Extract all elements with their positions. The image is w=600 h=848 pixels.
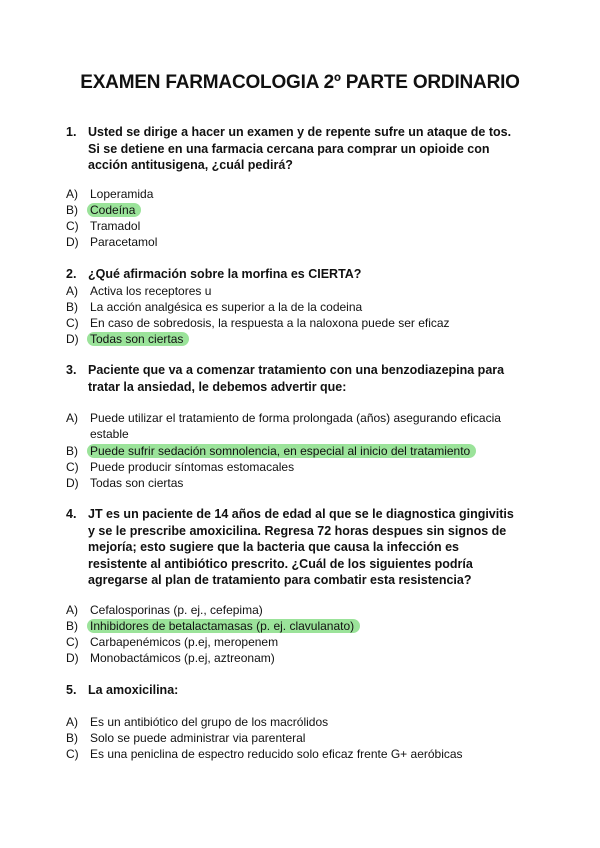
option-letter: D) [66,332,79,346]
question-number: 2. [66,267,77,281]
option-text: Puede utilizar el tratamiento de forma prolongada (años) asegurando eficacia [90,411,501,425]
option-letter: A) [66,284,78,298]
option-3a [66,410,530,442]
option-text-highlighted: Codeína [87,203,141,217]
question-line: resistente al antibiótico prescrito. ¿Cuál de los siguientes podría [88,556,473,571]
option-text: Todas son ciertas [90,476,184,490]
option-letter: B) [66,619,78,633]
option-2b [66,299,530,315]
option-text: Carbapenémicos (p.ej, meropenem [90,635,279,649]
option-text-continuation: estable [90,427,129,442]
question-number: 1. [66,125,77,139]
option-4c [66,634,530,650]
option-text: Es un antibiótico del grupo de los macrólidos [90,715,329,729]
option-4d [66,650,530,666]
option-text: Solo se puede administrar via parenteral [90,731,306,745]
option-5a [66,714,530,730]
option-1d [66,234,530,250]
question-line: Usted se dirige a hacer un examen y de repente sufre un ataque de tos. [88,125,512,139]
question-line: Paciente que va a comenzar tratamiento con una benzodiazepina para [88,363,505,377]
option-text: Paracetamol [90,235,158,249]
option-letter: A) [66,603,78,617]
question-line: acción antitusigena, ¿cuál pedirá? [88,158,293,172]
question-line: ¿Qué afirmación sobre la morfina es CIERTA? [88,267,362,281]
question-number: 4. [66,507,77,521]
option-letter: C) [66,219,79,233]
option-2a [66,283,530,299]
question-2 [66,266,528,283]
option-text: En caso de sobredosis, la respuesta a la naloxona puede ser eficaz [90,316,450,330]
option-1b [66,202,530,218]
question-3 [66,362,528,395]
exam-title: EXAMEN FARMACOLOGIA 2º PARTE ORDINARIO [80,72,520,93]
option-text-highlighted: Puede sufrir sedación somnolencia, en especial al inicio del tratamiento [87,444,476,458]
option-letter: B) [66,731,78,745]
option-text: Tramadol [90,219,141,233]
option-text-highlighted: Inhibidores de betalactamasas (p. ej. clavulanato) [87,619,360,633]
option-text: La acción analgésica es superior a la de la codeina [90,300,363,314]
question-4 [66,506,528,589]
option-text: Cefalosporinas (p. ej., cefepima) [90,603,263,617]
option-3d [66,475,530,491]
question-line: mejoría; esto sugiere que la bacteria que causa la infección es [88,540,459,554]
option-letter: A) [66,187,78,201]
option-letter: D) [66,476,79,490]
option-4b [66,618,530,634]
question-number: 5. [66,683,77,697]
option-5b [66,730,530,746]
option-letter: A) [66,411,78,425]
option-3b [66,443,530,459]
question-line: tratar la ansiedad, le debemos advertir que: [88,379,347,394]
option-text: Loperamida [90,187,154,201]
option-5c [66,746,530,762]
option-letter: B) [66,444,78,458]
option-letter: B) [66,300,78,314]
option-letter: B) [66,203,78,217]
option-2c [66,315,530,331]
option-letter: D) [66,651,79,665]
option-letter: A) [66,715,78,729]
option-1c [66,218,530,234]
question-line: agregarse al plan de tratamiento para combatir esta resistencia? [88,573,472,587]
question-1 [66,124,528,174]
option-text: Activa los receptores u [90,284,212,298]
option-letter: C) [66,316,79,330]
option-text-highlighted: Todas son ciertas [87,332,189,346]
question-line: y se le prescribe amoxicilina. Regresa 72 horas despues sin signos de [88,523,507,538]
option-letter: C) [66,460,79,474]
option-letter: C) [66,747,79,761]
option-text: Monobactámicos (p.ej, aztreonam) [90,651,275,665]
option-letter: C) [66,635,79,649]
question-5 [66,682,528,699]
option-4a [66,602,530,618]
option-text: Puede producir síntomas estomacales [90,460,295,474]
question-line: JT es un paciente de 14 años de edad al que se le diagnostica gingivitis [88,507,514,521]
option-text: Es una peniclina de espectro reducido solo eficaz frente G+ aeróbicas [90,747,463,761]
option-letter: D) [66,235,79,249]
question-line: La amoxicilina: [88,683,179,697]
question-number: 3. [66,363,77,377]
option-2d [66,331,530,347]
option-1a [66,186,530,202]
option-3c [66,459,530,475]
question-line: Si se detiene en una farmacia cercana para comprar un opioide con [88,141,490,156]
